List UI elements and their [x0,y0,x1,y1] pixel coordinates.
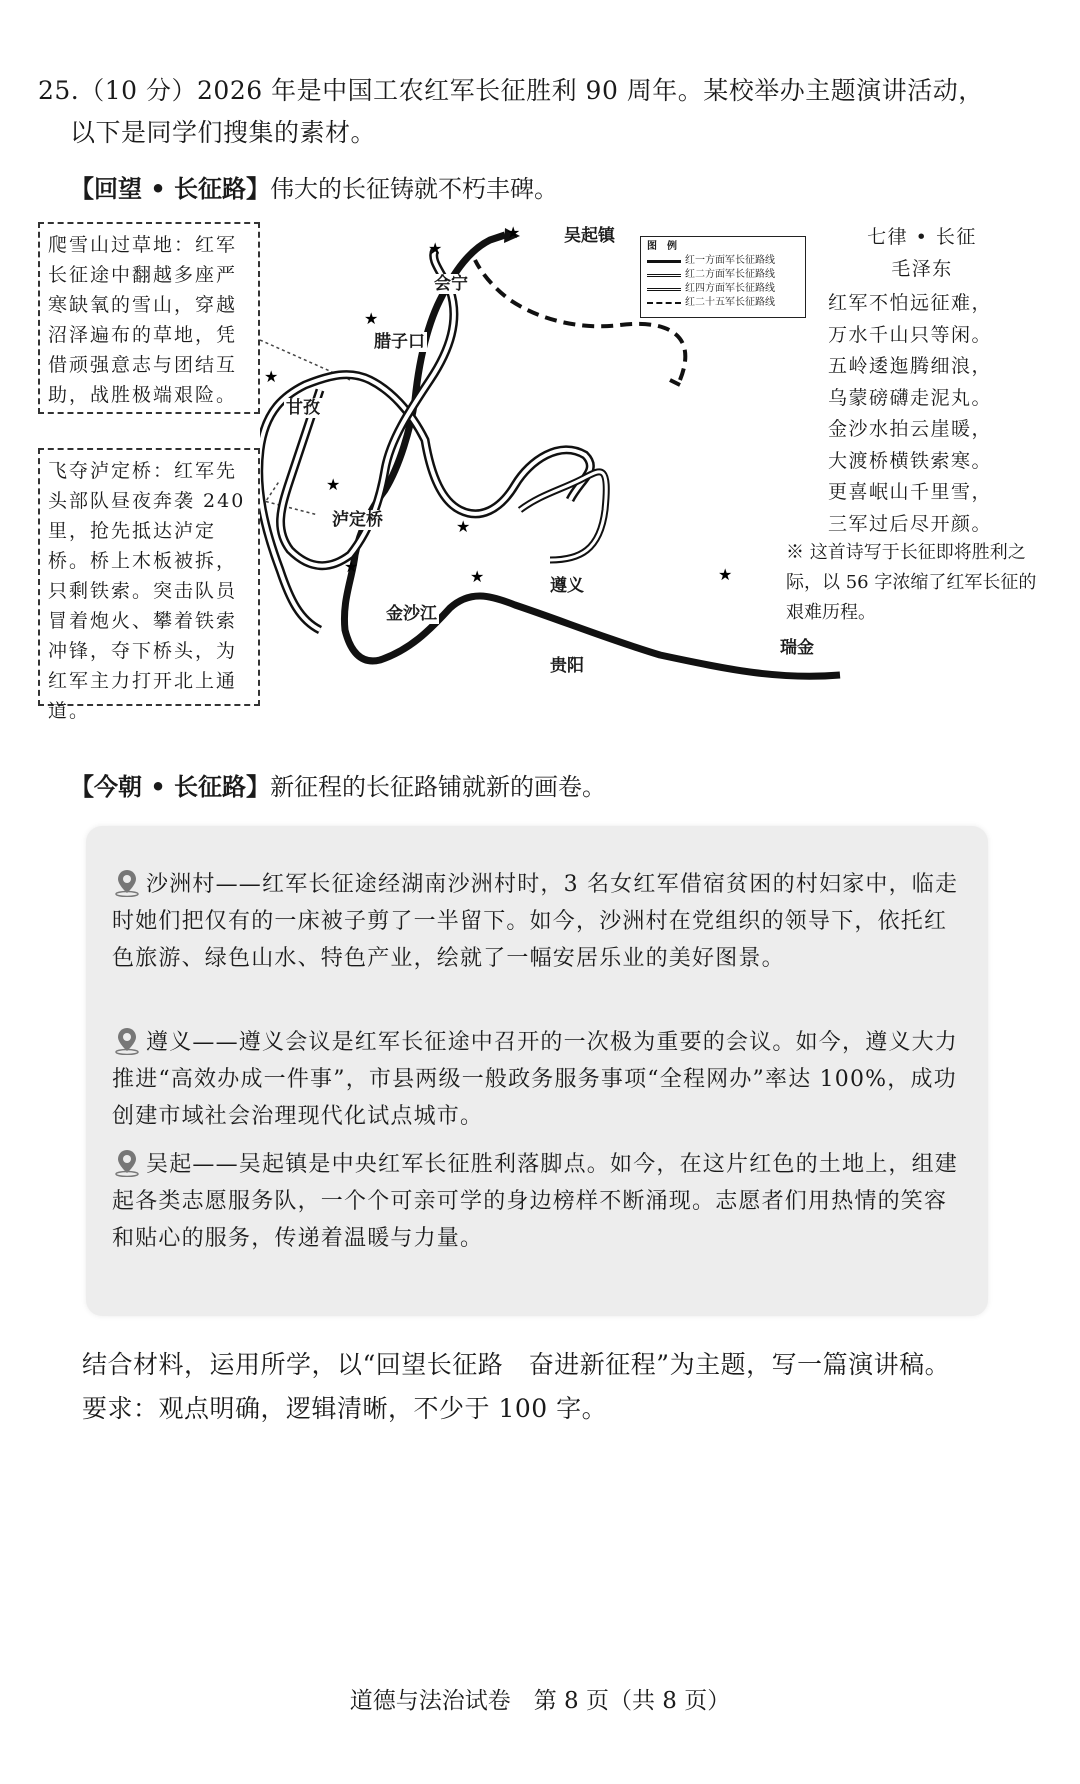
materials-box [86,826,988,1316]
star-jinsha: ★ [344,557,359,576]
star-lazikou: ★ [364,309,379,328]
poem-line: 三军过后尽开颜。 [828,512,993,535]
material-wuqi-text: 吴起——吴起镇是中央红军长征胜利落脚点。如今，在这片红色的土地上，组建起各类志愿服务队，一个个可亲可学的身边榜样不断涌现。志愿者们用热情的笑容和贴心的服务，传递着温暖与力量。 [112,1152,959,1251]
location-pin-icon [112,1025,142,1055]
map-label-huining: 会宁 [434,274,468,294]
callout-snow-mountain: 爬雪山过草地：红军长征途中翻越多座严寒缺氧的雪山，穿越沼泽遍布的草地，凭借顽强意志与团结互助，战胜极端艰险。 [38,222,260,414]
section-today-heading [70,770,606,804]
location-pin-icon [112,867,142,897]
poem-line: 金沙水拍云崖暖， [828,418,993,440]
map-legend [640,236,806,318]
map-label-lazikou: 腊子口 [374,332,425,352]
section-review-label: 【回望 • 长征路】 [70,175,271,203]
material-zunyi-text: 遵义——遵义会议是红军长征途中召开的一次极为重要的会议。如今，遵义大力推进“高效办成一件事”，市县两级一般政务服务事项“全程网办”率达 100%，成功创建市域社会治理现代化试点城市。 [112,1030,959,1129]
map-label-jinsha: 金沙江 [386,604,437,624]
map-label-ganzi: 甘孜 [286,398,320,418]
section-review-text: 伟大的长征铸就不朽丰碑。 [270,175,559,203]
poem-line: 万水千山只等闲。 [828,323,993,346]
legend-title: 图 例 [647,241,677,252]
poem-author: 毛泽东 [891,258,953,280]
star-guiyang: ★ [470,567,485,586]
material-zunyi [112,1024,960,1135]
star-huining: ★ [428,239,443,258]
poem-line: 乌蒙磅礴走泥丸。 [828,386,993,409]
poem-line: 五岭逶迤腾细浪， [828,355,993,377]
location-pin-icon [112,1147,142,1177]
star-luding: ★ [326,475,341,494]
material-shazhou [112,866,960,977]
legend-item: 红二十五军长征路线 [647,296,799,310]
poem-note: ※ 这首诗写于长征即将胜利之际，以 56 字浓缩了红军长征的艰难历程。 [786,542,1037,623]
task-line-2: 要求：观点明确，逻辑清晰，不少于 100 字。 [82,1394,608,1423]
map-label-guiyang: 贵阳 [550,656,584,676]
legend-item: 红四方面军长征路线 [647,282,799,296]
callout-luding-bridge: 飞夺泸定桥：红军先头部队昼夜奔袭 240 里，抢先抵达泸定桥。桥上木板被拆，只剩铁索。突击队员冒着炮火、攀着铁索冲锋，夺下桥头，为红军主力打开北上通道。 [38,448,260,706]
page-footer: 道德与法治试卷 第 8 页（共 8 页） [349,1688,731,1714]
poem-line: 大渡桥横铁索寒。 [828,449,993,472]
star-ganzi: ★ [264,367,279,386]
question-line-1: 25.（10 分）2026 年是中国工农红军长征胜利 90 周年。某校举办主题演讲活动， [38,76,984,105]
map-label-luding: 泸定桥 [332,510,383,530]
route-zunyi-loop-outline [520,472,606,560]
section-today-label: 【今朝 • 长征路】 [70,773,271,801]
star-zunyi: ★ [456,517,471,536]
map-label-ruijin: 瑞金 [780,638,814,658]
section-review-heading [70,172,558,206]
star-ruijin: ★ [718,565,733,584]
section-today-text: 新征程的长征路铺就新的画卷。 [270,773,607,801]
connector-line [260,500,318,515]
route-tail [670,380,680,385]
material-wuqi [112,1146,960,1257]
map-label-zunyi: 遵义 [550,576,584,596]
legend-item: 红一方面军长征路线 [647,254,799,268]
question-line-2: 以下是同学们搜集的素材。 [70,118,377,147]
star-wuqi: ★ [506,223,521,242]
poem-lines [828,288,1048,540]
map-label-wuqi: 吴起镇 [564,226,615,246]
material-shazhou-text: 沙洲村——红军长征途经湖南沙洲村时，3 名女红军借宿贫困的村妇家中，临走时她们把仅有的一床被子剪了一半留下。如今，沙洲村在党组织的领导下，依托红色旅游、绿色山水、特色产业，绘就了一幅安居乐业的美好图景。 [112,872,959,971]
legend-item: 红二方面军长征路线 [647,268,799,282]
task-line-1: 结合材料，运用所学，以“回望长征路 奋进新征程”为主题，写一篇演讲稿。 [82,1350,951,1379]
poem-line: 红军不怕远征难， [828,292,993,314]
poem-line: 更喜岷山千里雪， [828,481,993,503]
poem-title: 七律 • 长征 [867,226,977,248]
